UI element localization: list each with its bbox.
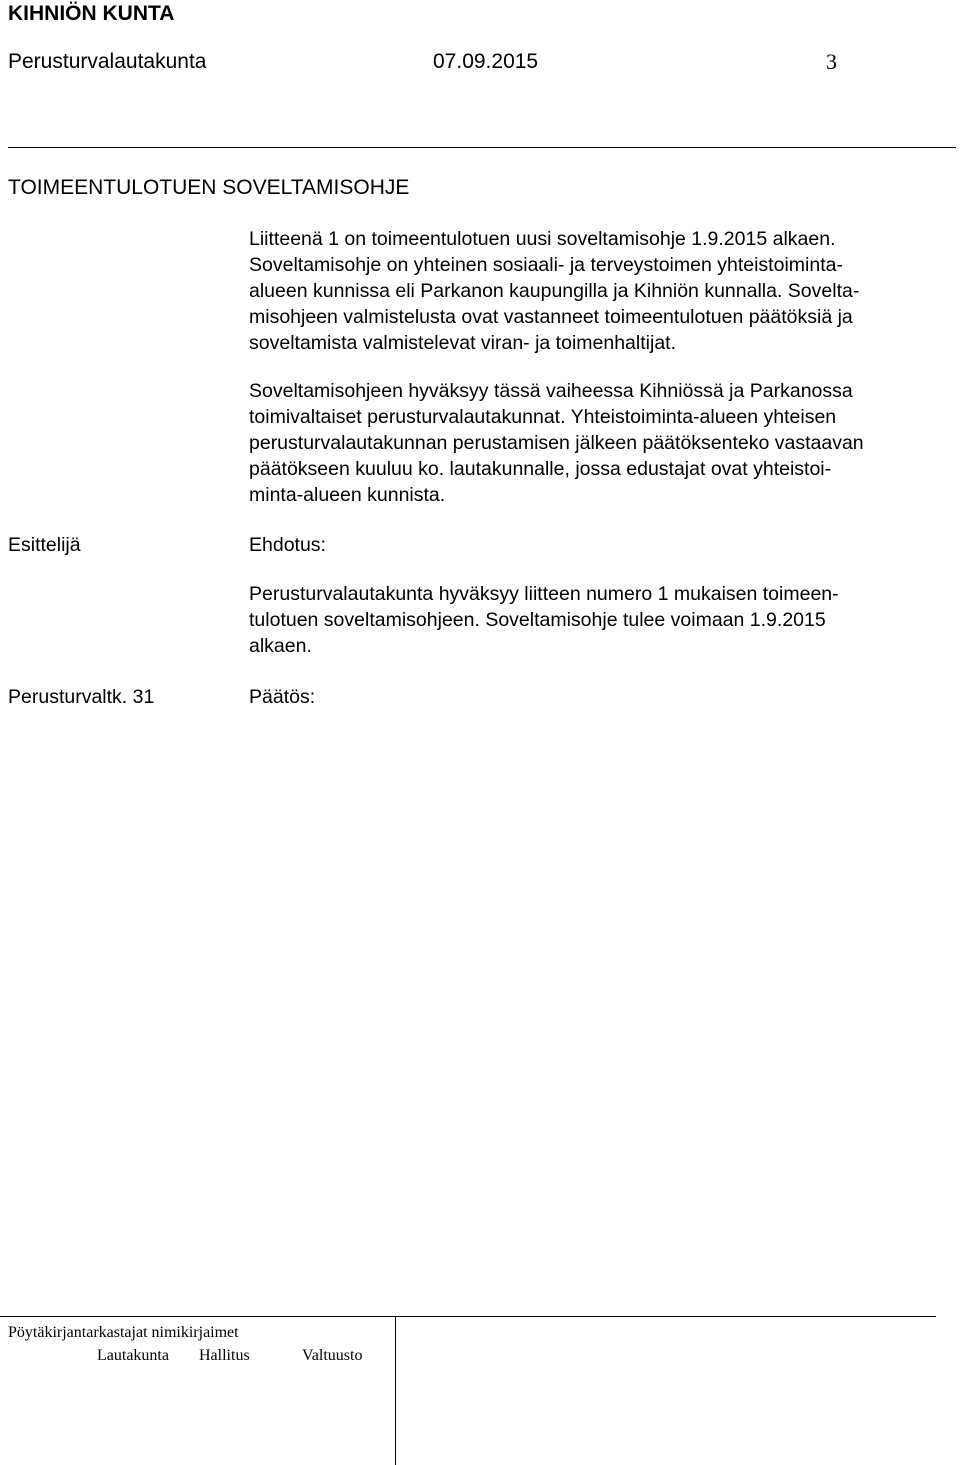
paragraph-line: päätökseen kuuluu ko. lautakunnalle, jossa edustajat ovat yhteistoi-: [249, 458, 832, 480]
paragraph-line: Soveltamisohjeen hyväksyy tässä vaiheessa Kihniössä ja Parkanossa: [249, 380, 853, 402]
paragraph-line: Perusturvalautakunta hyväksyy liitteen numero 1 mukaisen toimeen-: [249, 583, 839, 605]
paragraph-line: tulotuen soveltamisohjeen. Soveltamisohje tulee voimaan 1.9.2015: [249, 609, 826, 631]
meeting-date: 07.09.2015: [433, 50, 539, 73]
paragraph-line: misohjeen valmistelusta ovat vastanneet toimeentulotuen päätöksiä ja: [249, 306, 853, 328]
signature-option-council: Valtuusto: [302, 1347, 363, 1364]
approval-paragraph: [249, 378, 864, 508]
section-title: TOIMEENTULOTUEN SOVELTAMISOHJE: [8, 176, 410, 199]
signature-option-committee: Lautakunta: [97, 1347, 169, 1364]
paragraph-line: alueen kunnissa eli Parkanon kaupungilla ja Kihniön kunnalla. Sovelta-: [249, 280, 860, 302]
intro-paragraph: [249, 226, 859, 356]
proposal-paragraph: [249, 581, 839, 659]
signature-option-board: Hallitus: [199, 1347, 250, 1364]
signature-box-top-border: [0, 1316, 936, 1317]
decision-label: Päätös:: [249, 686, 316, 708]
organization-name: KIHNIÖN KUNTA: [8, 2, 175, 25]
proposal-label: Ehdotus:: [249, 534, 326, 556]
presenter-label: Esittelijä: [8, 534, 81, 556]
section-reference: Perusturvaltk. 31: [8, 686, 155, 708]
paragraph-line: alkaen.: [249, 635, 312, 657]
paragraph-line: toimivaltaiset perusturvalautakunnat. Yhteistoiminta-alueen yhteisen: [249, 406, 837, 428]
paragraph-line: soveltamista valmistelevat viran- ja toimenhaltijat.: [249, 332, 677, 354]
paragraph-line: Liitteenä 1 on toimeentulotuen uusi soveltamisohje 1.9.2015 alkaen.: [249, 228, 836, 250]
header-divider: [8, 147, 956, 148]
signature-box-divider: [395, 1316, 396, 1465]
committee-name: Perusturvalautakunta: [8, 50, 207, 73]
signature-box: [0, 1316, 940, 1465]
page-number: 3: [826, 49, 837, 74]
paragraph-line: perusturvalautakunnan perustamisen jälkeen päätöksenteko vastaavan: [249, 432, 864, 454]
signature-title: Pöytäkirjantarkastajat nimikirjaimet: [8, 1324, 239, 1341]
paragraph-line: Soveltamisohje on yhteinen sosiaali- ja terveystoimen yhteistoiminta-: [249, 254, 843, 276]
paragraph-line: minta-alueen kunnista.: [249, 484, 446, 506]
